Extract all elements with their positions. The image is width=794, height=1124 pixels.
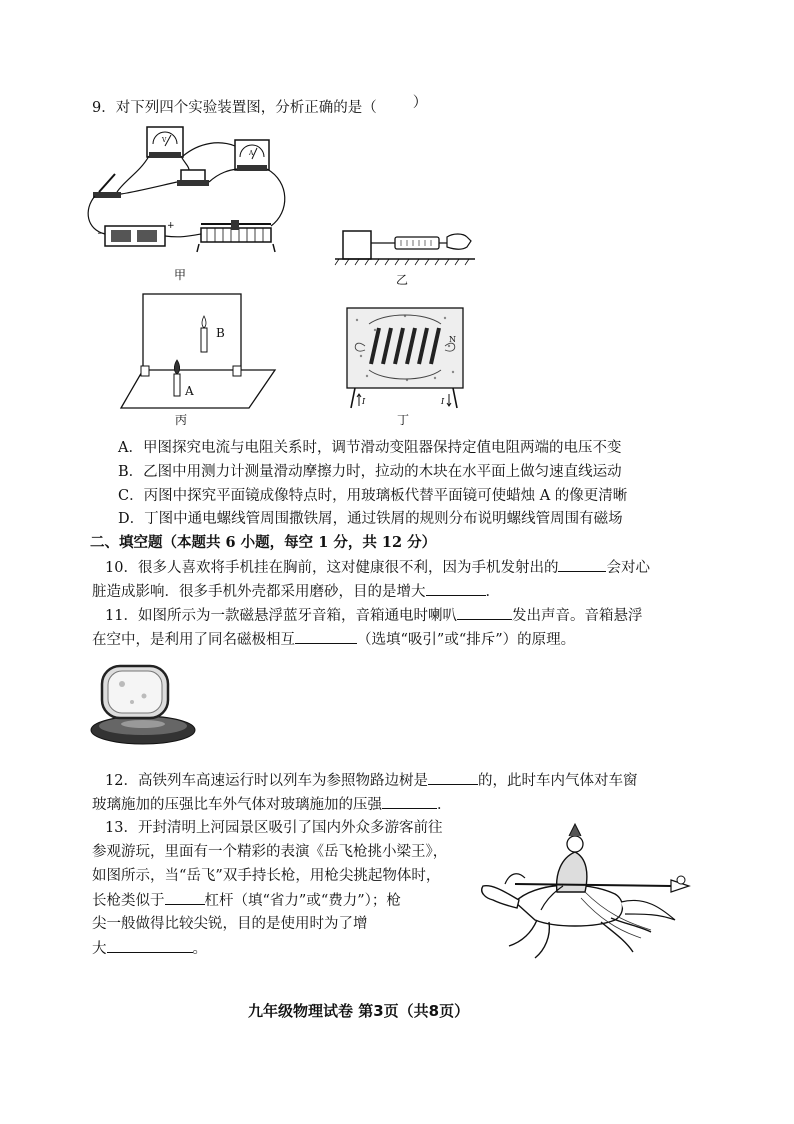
q9-paren-close: ） xyxy=(412,95,428,111)
q11-line2-a: 在空中，是利用了同名磁极相互 xyxy=(92,632,295,648)
q11-line1-a: 11．如图所示为一款磁悬浮蓝牙音箱，音箱通电时喇叭 xyxy=(105,608,457,624)
iron-filings-board xyxy=(347,308,463,388)
fig-label-a: A xyxy=(185,384,194,398)
svg-text:V: V xyxy=(162,137,167,144)
q12-line2-a: 玻璃施加的压强比车外气体对玻璃施加的压强 xyxy=(92,797,382,813)
fig-label-i2: I xyxy=(441,397,445,406)
hand-icon xyxy=(447,234,471,249)
svg-text:−: − xyxy=(97,229,105,239)
q10-line1-a: 10．很多人喜欢将手机挂在胸前，这对健康很不利，因为手机发射出的 xyxy=(105,560,559,576)
fig-label-bing: 丙 xyxy=(175,413,188,427)
q12-line1-a: 12．高铁列车高速运行时以列车为参照物路边树是 xyxy=(105,773,428,789)
q13-line4-a: 长枪类似于 xyxy=(92,893,165,909)
fig-label-n: N xyxy=(449,335,456,344)
q12-line2-b: ． xyxy=(437,797,452,813)
q11-line1 xyxy=(105,605,642,626)
q13-blank-2[interactable] xyxy=(107,938,193,953)
fig-label-i1: I xyxy=(362,397,366,406)
long-spear xyxy=(515,884,671,886)
fig-label-jia: 甲 xyxy=(174,268,187,282)
yue-fei-horse-illustration xyxy=(475,822,695,972)
rider-head xyxy=(567,836,583,852)
q13-line6-a: 大 xyxy=(92,941,107,957)
q10-line1-b: 会对心 xyxy=(606,560,650,576)
q13-line4 xyxy=(92,890,401,911)
q12-line1 xyxy=(105,770,637,791)
candle-b xyxy=(201,328,207,352)
q11-blank-2[interactable] xyxy=(295,629,357,644)
figure-bing-mirror xyxy=(115,292,285,412)
q9-option-b: B．乙图中用测力计测量滑动摩擦力时，拉动的木块在水平面上做匀速直线运动 xyxy=(118,464,622,480)
q9-stem-text: 9．对下列四个实验装置图，分析正确的是（ xyxy=(92,100,377,116)
candle-a xyxy=(174,374,180,396)
q11-line2 xyxy=(92,629,575,650)
section-2-title: 二、填空题（本题共 6 小题，每空 1 分，共 12 分） xyxy=(90,534,437,551)
q9-option-a: A．甲图探究电流与电阻关系时，调节滑动变阻器保持定值电阻两端的电压不变 xyxy=(118,440,622,456)
question-9-stem xyxy=(92,95,428,118)
q13-line6-b: 。 xyxy=(192,941,207,957)
q9-option-d: D．丁图中通电螺线管周围撒铁屑，通过铁屑的规则分布说明螺线管周围有磁场 xyxy=(118,511,623,527)
q10-line2-b: ． xyxy=(485,584,500,600)
spring-scale xyxy=(395,237,439,249)
q9-option-c: C．丙图中探究平面镜成像特点时，用玻璃板代替平面镜可使蜡烛 A 的像更清晰 xyxy=(118,488,628,504)
q13-line6 xyxy=(92,938,207,959)
glass-plate xyxy=(143,294,241,374)
q11-blank-1[interactable] xyxy=(457,605,512,620)
figure-jia-circuit xyxy=(85,122,285,272)
rheostat xyxy=(201,228,271,242)
fig-label-b: B xyxy=(216,326,225,340)
q10-line1 xyxy=(105,557,650,578)
figure-yi-friction xyxy=(335,225,485,265)
fig-label-yi: 乙 xyxy=(396,273,409,287)
q13-line2: 参观游玩，里面有一个精彩的表演《岳飞枪挑小梁王》， xyxy=(92,844,448,860)
q10-line2 xyxy=(92,581,500,602)
q12-line2 xyxy=(92,794,452,815)
q13-line1: 13．开封清明上河园景区吸引了国内外众多游客前往 xyxy=(105,820,443,836)
magnetic-levitation-speaker-image xyxy=(88,660,198,750)
figure-ding-solenoid xyxy=(345,306,475,416)
q13-line5: 尖一般做得比较尖锐，目的是使用时为了增 xyxy=(92,916,368,932)
q12-blank-1[interactable] xyxy=(428,770,478,785)
page-footer: 九年级物理试卷 第3页（共8页） xyxy=(248,1002,470,1020)
q10-blank-2[interactable] xyxy=(426,581,486,596)
q11-line1-b: 发出声音。音箱悬浮 xyxy=(511,608,643,624)
switch xyxy=(93,192,121,198)
q12-blank-2[interactable] xyxy=(382,794,437,809)
svg-text:+: + xyxy=(167,221,175,231)
q10-blank-1[interactable] xyxy=(558,557,606,572)
q13-line4-b: 杠杆（填“省力”或“费力”）；枪 xyxy=(204,893,401,909)
q12-line1-b: 的，此时车内气体对车窗 xyxy=(477,773,638,789)
svg-text:A: A xyxy=(249,150,254,157)
q13-blank-1[interactable] xyxy=(165,890,205,905)
q10-line2-a: 脏造成影响．很多手机外壳都采用磨砂，目的是增大 xyxy=(92,584,426,600)
q11-line2-b: （选填“吸引”或“排斥”）的原理。 xyxy=(357,632,576,648)
q13-line3: 如图所示，当“岳飞”双手持长枪，用枪尖挑起物体时， xyxy=(92,868,441,884)
wood-block xyxy=(343,231,371,259)
fig-label-ding: 丁 xyxy=(397,413,410,427)
